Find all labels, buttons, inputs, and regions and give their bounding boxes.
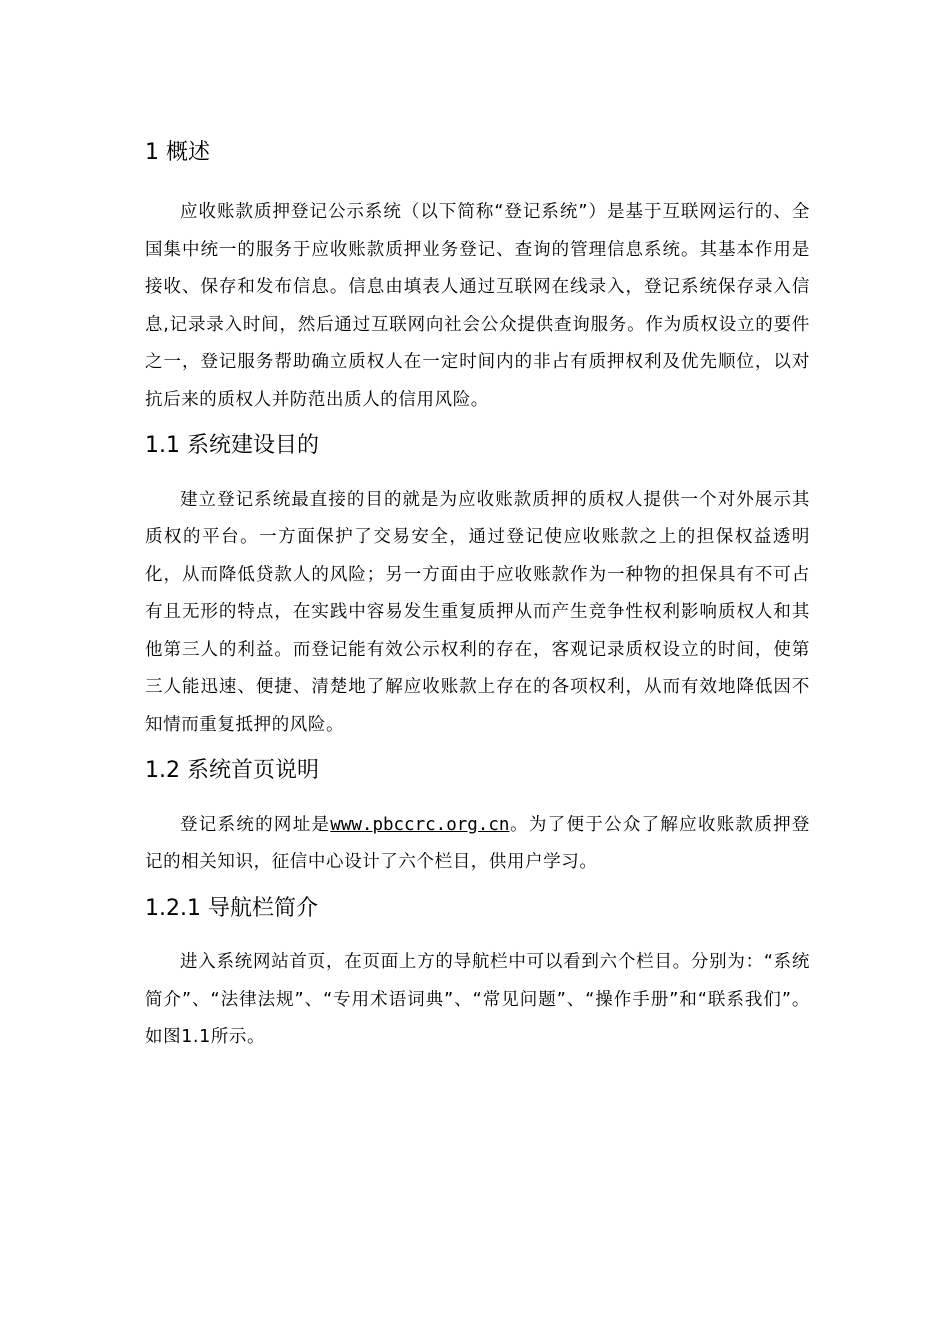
homepage-text-before-url: 登记系统的网址是: [180, 814, 331, 835]
purpose-paragraph: 建立登记系统最直接的目的就是为应收账款质押的质权人提供一个对外展示其质权的平台。一方面保护了交易安全，通过登记使应收账款之上的担保权益透明化，从而降低贷款人的风险；另一方面由于应收账款作为一种物的担保具有不可占有且无形的特点，在实践中容易发生重复质押从而产生竞争性权利影响质权人和其他第三人的利益。而登记能有效公示权利的存在，客观记录质权设立的时间，使第三人能迅速、便捷、清楚地了解应收账款上存在的各项权利，从而有效地降低因不知情而重复抵押的风险。: [145, 489, 810, 735]
overview-paragraph: 应收账款质押登记公示系统（以下简称“登记系统”）是基于互联网运行的、全国集中统一的服务于应收账款质押业务登记、查询的管理信息系统。其基本作用是接收、保存和发布信息。信息由填表人通过互联网在线录入，登记系统保存录入信息,记录录入时间，然后通过互联网向社会公众提供查询服务。作为质权设立的要件之一，登记服务帮助确立质权人在一定时间内的非占有质押权利及优先顺位，以对抗后来的质权人并防范出质人的信用风险。: [145, 202, 810, 410]
homepage-paragraph: [145, 807, 810, 882]
website-url-link[interactable]: www.pbccrc.org.cn: [330, 814, 510, 835]
homepage-text-after-url: 。为了便于公众了解应收账款质押登记的相关知识，征信中心设计了六个栏目，供用户学习。: [145, 814, 810, 873]
section-heading-navbar: 1.2.1 导航栏简介: [145, 895, 318, 921]
section-heading-homepage: 1.2 系统首页说明: [145, 758, 319, 784]
document-page: [145, 140, 810, 1071]
section-heading-overview: 1 概述: [145, 140, 210, 165]
navbar-paragraph: 进入系统网站首页，在页面上方的导航栏中可以看到六个栏目。分别为：“系统简介”、“法律法规”、“专用术语词典”、“常见问题”、“操作手册”和“联系我们”。如图1.1所示。: [145, 952, 810, 1048]
section-heading-purpose: 1.1 系统建设目的: [145, 433, 319, 459]
